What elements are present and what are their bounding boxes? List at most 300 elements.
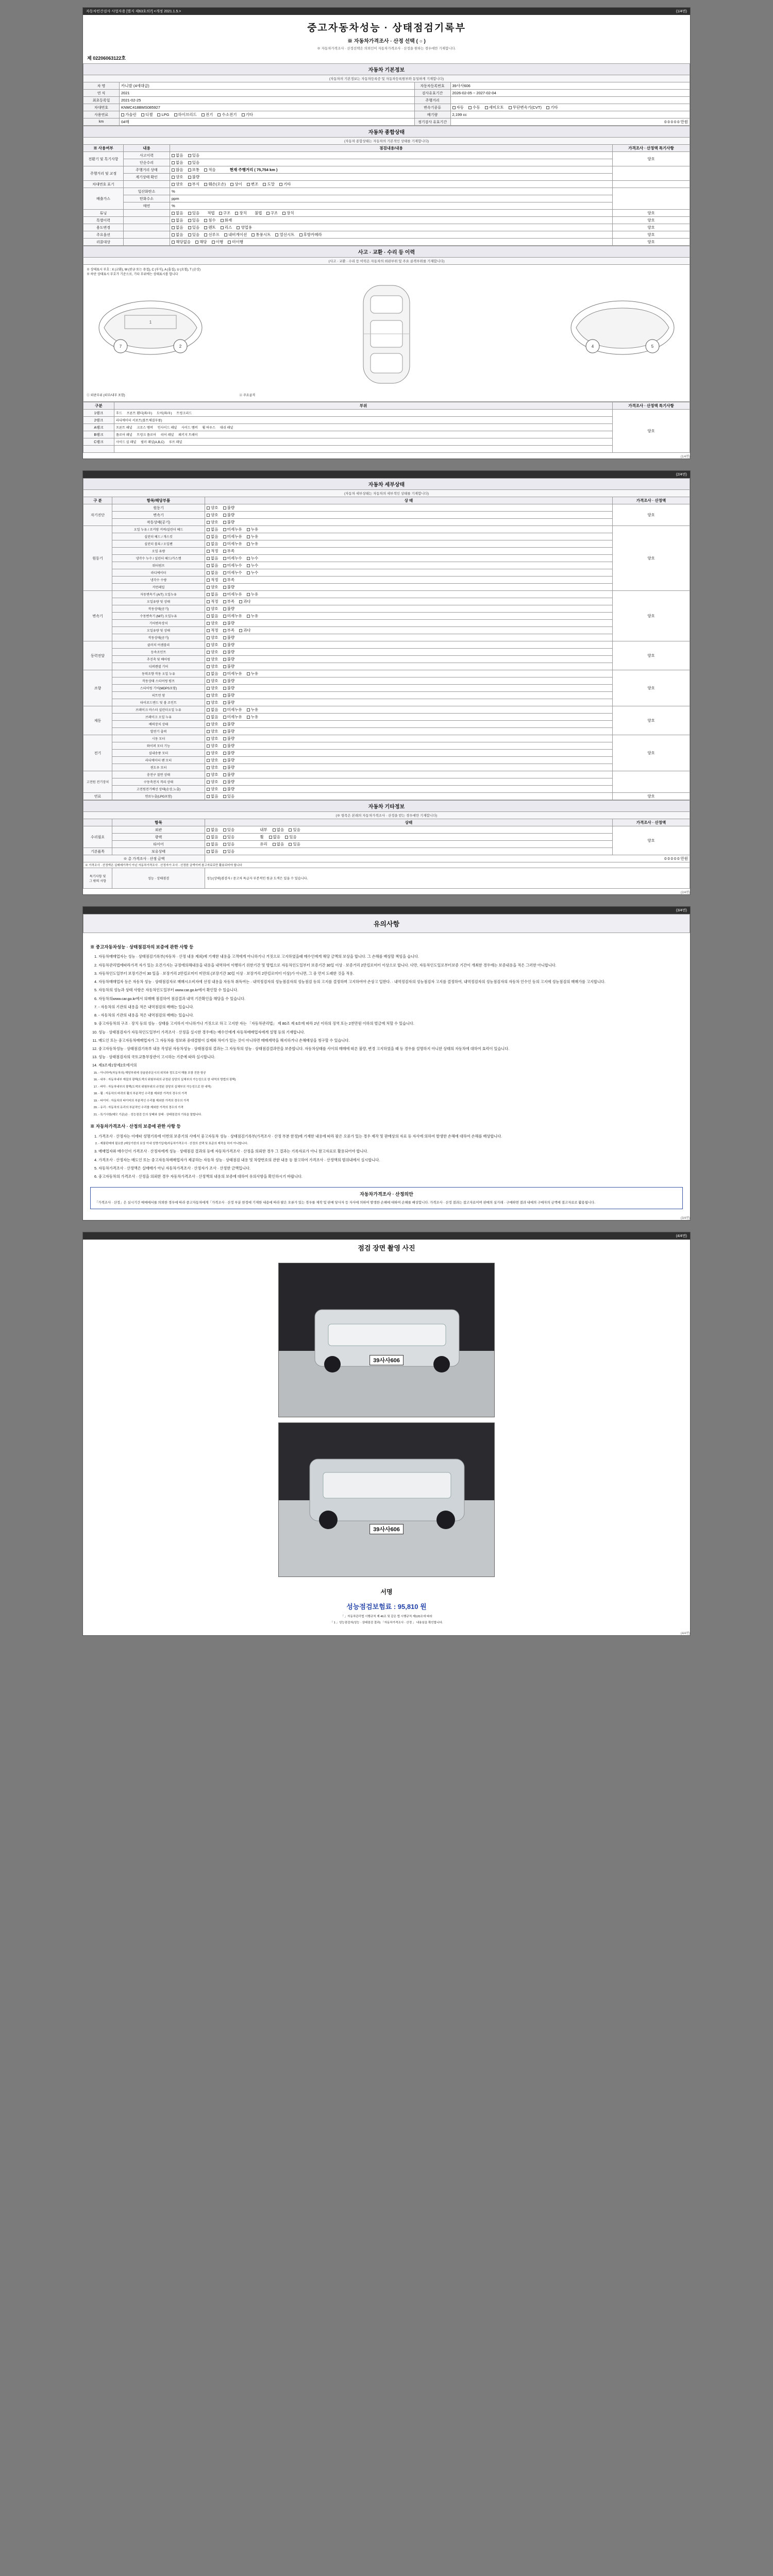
transmission-options: [450, 104, 690, 111]
etc-checkbox[interactable]: 있음: [285, 834, 297, 840]
sheet3-footer-tag: (3/4면): [680, 1216, 690, 1220]
detail-checkbox[interactable]: 불량: [223, 772, 235, 777]
detail-checkbox[interactable]: 양호: [207, 635, 219, 640]
notice-item: 12. 중고자동차성능 · 상태점검기록부 내용 작성된 자동차성능 · 상태점검의 결과는 그 자동차의 성능 · 상태점검결과만을 보증합니다. 자동차상태를 사이의 매매에 따른 불량, 변경 고지하였을 때 등 경우를 설명하지 아니한 상태의 자동차에 대하여 효력이 있습니다.: [98, 1046, 683, 1052]
accident-legend-line-2: ※ 하단 상태표시 부호가 기준으로, 기타 부위에는 상태표시를 합니다: [87, 273, 178, 276]
detail-checkbox[interactable]: 없음: [207, 714, 219, 720]
detail-checkbox[interactable]: 양호: [207, 519, 219, 525]
overall-checkbox[interactable]: 침수: [204, 217, 216, 223]
etc-checkbox[interactable]: 없음: [273, 841, 284, 847]
notice-item: 11. 매도인 또는 중고자동차매매업자가 그 자동차를 정보와 중대결함이 실제와 차이가 있는 것이 아니하면 매매계약을 해지하거나 손해배상을 청구할 수 있습니다.: [98, 1038, 683, 1044]
topbar-right-text: (1/4면): [676, 10, 687, 13]
value-displacement: 2,199 cc: [450, 111, 690, 118]
detail-state-opts: [205, 721, 613, 728]
overall-checkbox[interactable]: 영업용: [237, 225, 252, 230]
detail-checkbox[interactable]: 미세누유: [223, 527, 242, 532]
detail-checkbox[interactable]: 누유: [247, 527, 259, 532]
detail-checkbox[interactable]: 불량: [223, 606, 235, 612]
overall-checkbox[interactable]: 리스: [221, 225, 232, 230]
transmission-option[interactable]: 세미오토: [485, 105, 504, 110]
detail-checkbox[interactable]: 있음: [223, 793, 235, 799]
detail-checkbox[interactable]: 불량: [223, 678, 235, 684]
label-fuel: 사용연료: [83, 111, 120, 118]
detail-checkbox[interactable]: 없음: [207, 793, 219, 799]
detail-checkbox[interactable]: 부족: [223, 548, 235, 554]
detail-item: 자동변속기 (A/T) 오일누유: [112, 591, 205, 598]
detail-item: 수동변속기 (M/T) 오일누유: [112, 613, 205, 620]
overall-checkbox[interactable]: 훼손(오손): [204, 181, 226, 187]
detail-state-opts: [205, 735, 613, 742]
overall-checkbox[interactable]: 있음: [188, 225, 200, 230]
overall-checkbox[interactable]: 있음: [188, 232, 200, 238]
overall-checkbox[interactable]: 통풍시트: [251, 232, 271, 238]
detail-checkbox[interactable]: 양호: [207, 728, 219, 734]
label-inspection-valid: 검사유효기간: [414, 90, 450, 97]
detail-checkbox[interactable]: 없음: [207, 555, 219, 561]
detail-item: 등속조인트: [112, 649, 205, 656]
overall-group-usage: 용도변경: [83, 224, 124, 231]
overall-current-mileage: 현재 주행거리 ( 75,754 km ): [229, 167, 278, 172]
detail-checkbox[interactable]: 없음: [207, 707, 219, 713]
etc-total-label: ※ 총 가격조사 · 산정 금액: [83, 855, 205, 862]
detail-checkbox[interactable]: 양호: [207, 700, 219, 705]
detail-checkbox[interactable]: 부족: [223, 599, 235, 604]
detail-checkbox[interactable]: 불량: [223, 700, 235, 705]
detail-checkbox[interactable]: 불량: [223, 736, 235, 741]
detail-item: 디퍼렌셜 기어: [112, 663, 205, 670]
overall-checkbox[interactable]: 도말: [263, 181, 275, 187]
topbar-left-text: 자동차민간검사 사업자용 [별지 제63호의7] <개정 2021.1.5.>: [86, 10, 181, 13]
detail-state-opts: [205, 699, 613, 706]
accident-rank-a-parts: 프론트 패널 크로스 멤버 인사이드 패널 사이드 멤버 휠 하우스 대쉬 패널: [114, 424, 613, 431]
overall-checkbox[interactable]: 있음: [188, 210, 200, 216]
overall-label-simple-repair: 단순수리: [124, 159, 170, 166]
overall-checkbox[interactable]: 구조: [219, 210, 231, 216]
detail-checkbox[interactable]: 없음: [207, 563, 219, 568]
detail-checkbox[interactable]: 불량: [223, 765, 235, 770]
overall-checkbox[interactable]: 부식: [188, 181, 200, 187]
detail-checkbox[interactable]: 불량: [223, 779, 235, 785]
overall-group-recall: 리콜대상: [83, 239, 124, 246]
detail-checkbox[interactable]: 없음: [207, 671, 219, 676]
overall-checkbox[interactable]: 많음: [172, 167, 183, 173]
etc-checkbox[interactable]: 있음: [289, 827, 300, 833]
detail-checkbox[interactable]: 불량: [223, 519, 235, 525]
notice-item: 3. 자동차인도일부터 보장기간이 30 일을 · 보장거리 2만킬로미터 미만의 (보장기간 30일 이상 · 보장거리 2만킬로미터 이상)가 아니면, 그 중 먼저 도래한 것을 적용.: [98, 971, 683, 977]
etc-checkbox[interactable]: 없음: [207, 841, 219, 847]
detail-checkbox[interactable]: 불량: [223, 692, 235, 698]
svg-text:4: 4: [591, 344, 594, 349]
detail-item: 브레이크 오일 누유: [112, 714, 205, 721]
detail-checkbox[interactable]: 양호: [207, 584, 219, 590]
etc-checkbox[interactable]: 없음: [273, 827, 284, 833]
etc-checkbox[interactable]: 있음: [223, 834, 235, 840]
fuel-option[interactable]: 디젤: [141, 112, 153, 117]
detail-checkbox[interactable]: 양호: [207, 656, 219, 662]
notice-title: 유의사항: [83, 914, 690, 933]
detail-checkbox[interactable]: 누수: [247, 570, 259, 575]
overall-checkbox[interactable]: 해당없음: [172, 239, 191, 245]
detail-checkbox[interactable]: 양호: [207, 765, 219, 770]
detail-checkbox[interactable]: 양호: [207, 678, 219, 684]
transmission-option[interactable]: 기타: [546, 105, 558, 110]
overall-label-co: 일산화탄소: [124, 188, 170, 195]
value-reg-no: 39사사606: [450, 82, 690, 90]
car-side-right-diagram: [561, 280, 684, 376]
svg-text:7: 7: [119, 344, 122, 349]
detail-checkbox[interactable]: 적정: [207, 599, 219, 604]
detail-checkbox[interactable]: 누수: [247, 563, 259, 568]
overall-opts-simple-repair: [170, 159, 613, 166]
etc-checkbox[interactable]: 있음: [289, 841, 300, 847]
overall-subheading: (자동차 종합상태는 자동차의 기본적인 상태를 기재합니다): [83, 138, 690, 145]
accident-subheading: (사고 · 교환 · 수리 등 이력은 자동차의 외판부위 및 주요 골격부위를 기재합니다): [83, 258, 690, 265]
detail-item: 워터펌프: [112, 562, 205, 569]
detail-checkbox[interactable]: 양호: [207, 779, 219, 785]
detail-price-fuel: 양호: [613, 793, 690, 800]
sheet4-footer-tag: (4/4면): [680, 1632, 690, 1635]
accident-parts-table: [83, 402, 690, 453]
detail-checkbox[interactable]: 미세누유: [223, 613, 242, 619]
etc-opts-exterior: [205, 826, 613, 834]
document-subtitle: ※ 자동차가격조사 · 산정 선택 ( ○ ): [347, 39, 426, 44]
detail-checkbox[interactable]: 양호: [207, 606, 219, 612]
overall-checkbox[interactable]: 구조: [266, 210, 278, 216]
overall-opts-tuning: [170, 210, 613, 217]
topbar-2: [83, 471, 690, 478]
overall-label-mileage-state: 주행거리 상태: [124, 166, 170, 174]
detail-item: 배력장치 상태: [112, 721, 205, 728]
accident-outer-label: ① 외판부위 (외부/내부 포함): [87, 394, 125, 397]
detail-checkbox[interactable]: 적정: [207, 548, 219, 554]
detail-checkbox[interactable]: 불량: [223, 728, 235, 734]
overall-checkbox[interactable]: 있음: [188, 160, 200, 165]
detail-state-opts: [205, 555, 613, 562]
detail-checkbox[interactable]: 양호: [207, 757, 219, 763]
detail-checkbox[interactable]: 불량: [223, 786, 235, 792]
detail-state-opts: [205, 620, 613, 627]
detail-item: 작동상태(공기): [112, 519, 205, 526]
detail-checkbox[interactable]: 누유: [247, 613, 259, 619]
etc-checkbox[interactable]: 있음: [223, 849, 235, 854]
detail-checkbox[interactable]: 불량: [223, 642, 235, 648]
detail-checkbox[interactable]: 없음: [207, 591, 219, 597]
detail-checkbox[interactable]: 불량: [223, 620, 235, 626]
overall-checkbox[interactable]: 선루프: [204, 232, 220, 238]
document-title: 중고자동차성능 · 상태점검기록부: [307, 23, 466, 33]
photo-rear-illustration: [279, 1423, 495, 1577]
detail-checkbox[interactable]: 양호: [207, 721, 219, 727]
overall-opts-recall: [170, 239, 613, 246]
detail-group-transmission: 변속기: [83, 591, 112, 641]
etc-checkbox[interactable]: 없음: [207, 827, 219, 833]
fuel-option[interactable]: LPG: [157, 112, 169, 117]
detail-checkbox[interactable]: 양호: [207, 620, 219, 626]
detail-state-opts: [205, 591, 613, 598]
detail-checkbox[interactable]: 양호: [207, 736, 219, 741]
overall-checkbox[interactable]: 기타: [279, 181, 291, 187]
overall-checkbox[interactable]: 장치: [235, 210, 247, 216]
overall-checkbox[interactable]: 없음: [172, 225, 183, 230]
detail-item: 오일유량 및 상태: [112, 598, 205, 605]
detail-checkbox[interactable]: 불량: [223, 635, 235, 640]
etc-item-tire: 타이어: [112, 841, 205, 848]
detail-checkbox[interactable]: 양호: [207, 772, 219, 777]
overall-checkbox[interactable]: 장치: [282, 210, 294, 216]
overall-label-recall: [124, 239, 170, 246]
license-plate: 39사사606: [369, 1524, 404, 1534]
detail-checkbox[interactable]: 누유: [247, 714, 259, 720]
overall-label-special: [124, 217, 170, 224]
detail-checkbox[interactable]: 양호: [207, 692, 219, 698]
detail-checkbox[interactable]: 불량: [223, 757, 235, 763]
detail-checkbox[interactable]: 누유: [247, 671, 259, 676]
car-side-left-diagram: [89, 280, 212, 376]
detail-item: 브레이크 마스터 실린더오일 누유: [112, 706, 205, 714]
etc-checkbox[interactable]: 없음: [269, 834, 281, 840]
value-mileage: [450, 97, 690, 104]
overall-label-options: [124, 231, 170, 239]
sheet-2: [82, 470, 691, 895]
detail-state-opts: [205, 706, 613, 714]
overall-col-price: 가격조사 · 산정액 특기사항: [613, 145, 690, 152]
overall-checkbox[interactable]: 없음: [172, 152, 183, 158]
etc-subheading: (※ 항목은 본래의 자동차가격조사 · 산정을 받는 경우에만 기재합니다): [83, 812, 690, 819]
price-survey-guide-body: 「가격조사 · 산정」은 실시기간 매매에서를 의뢰한 경우에 따라 중고자동차에게「가격조사 · 산정 부분 한정에 기재한 내용에 따라 팔은 오류가 있는 경우를 제작 및 판매 당사자 등 자사에 의하여 발생한 손해에 대하여 손해를 배상합니다. 가격조사 · 산정 결과는 참고자료이며 판매의 실거래 · 구매하면 결과 내에의 구매자의 금액에 결고자료로 활용됩니다.: [95, 1200, 595, 1205]
overall-group-special: 특별이력: [83, 217, 124, 224]
etc-checkbox[interactable]: 있음: [223, 827, 235, 833]
detail-checkbox[interactable]: 양호: [207, 664, 219, 669]
detail-checkbox[interactable]: 없음: [207, 613, 219, 619]
transmission-option[interactable]: 수동: [468, 105, 480, 110]
car-top-diagram: [348, 280, 425, 388]
detail-checkbox[interactable]: 미세누유: [223, 534, 242, 539]
detail-checkbox[interactable]: 양호: [207, 786, 219, 792]
overall-checkbox[interactable]: 보통: [188, 167, 200, 173]
photos-grid: [83, 1256, 690, 1584]
overall-checkbox[interactable]: 렌트: [204, 225, 216, 230]
etc-item-polish: 광택: [112, 834, 205, 841]
detail-price-transmission: 양호: [613, 591, 690, 641]
detail-checkbox[interactable]: 불량: [223, 505, 235, 511]
topbar-4-right: (4/4면): [676, 1234, 687, 1238]
detail-checkbox[interactable]: 적정: [207, 577, 219, 583]
overall-checkbox[interactable]: 화재: [221, 217, 232, 223]
detail-checkbox[interactable]: 누유: [247, 591, 259, 597]
label-vin: 차대번호: [83, 104, 120, 111]
label-car-name: 차 명: [83, 82, 120, 90]
overall-group-tuning: 튜닝: [83, 210, 124, 217]
etc-checkbox[interactable]: 있음: [223, 841, 235, 847]
detail-state-opts: [205, 750, 613, 757]
overall-price-2: [613, 166, 690, 181]
notice-item: 3. 매매업자와 매수인이 가격조사 · 산정자에게 성능 · 상태점검 결과의 등에 자동차가격조사 · 산정을 의뢰한 경우 그 결과는 기록자료가 아니 참고자료로 활용되어야 합니다.: [98, 1148, 683, 1155]
overall-group-mileage: 주행거리 및 교정: [83, 166, 124, 181]
notice-item: 8. - 자동차의 기관의 내용을 적은 내역점검의 매매는 있습니다.: [98, 1012, 683, 1019]
overall-checkbox[interactable]: 없음: [172, 232, 183, 238]
detail-state-opts: [205, 742, 613, 750]
detail-checkbox[interactable]: 불량: [223, 664, 235, 669]
etc-checkbox[interactable]: 없음: [207, 849, 219, 854]
detail-checkbox[interactable]: 누유: [247, 707, 259, 713]
detail-state-opts: [205, 613, 613, 620]
detail-state-opts: [205, 793, 613, 800]
fuel-option[interactable]: 수소전기: [217, 112, 237, 117]
detail-checkbox[interactable]: 불량: [223, 512, 235, 518]
overall-checkbox[interactable]: 양호: [172, 174, 183, 180]
fuel-option[interactable]: 하이브리드: [174, 112, 197, 117]
detail-checkbox[interactable]: 양호: [207, 685, 219, 691]
car-diagram-area: [87, 277, 686, 392]
detail-checkbox[interactable]: 미세누수: [223, 555, 242, 561]
accident-col-parts: 부위: [114, 402, 613, 410]
detail-item: 작동상태(공기): [112, 634, 205, 641]
overall-opts-usage: [170, 224, 613, 231]
value-car-name: 카니발 (4세대급): [120, 82, 415, 90]
etc-heading: 자동차 기타정보: [83, 801, 690, 812]
topbar-3-right: (3/4면): [676, 909, 687, 912]
svg-text:2: 2: [179, 344, 182, 349]
basic-info-table: [83, 63, 690, 126]
transmission-option[interactable]: 자동: [452, 105, 464, 110]
overall-price-8: 양호: [613, 231, 690, 239]
detail-checkbox[interactable]: 미세누유: [223, 541, 242, 547]
detail-checkbox[interactable]: 없음: [207, 527, 219, 532]
accident-rank-blank-parts: [114, 446, 613, 453]
fuel-option[interactable]: 기타: [242, 112, 254, 117]
overall-checkbox[interactable]: 내비게이션: [224, 232, 247, 238]
accident-rank-2-parts: 라디에이터 서포트(볼트체결부품): [114, 417, 613, 424]
notice-item: 6. 중고자동차의 가격조사 · 산정을 의뢰한 경우 자동차가격조사 · 산정액의 내용의 보증에 대하여 유의사항을 확인하시기 바랍니다.: [98, 1174, 683, 1180]
detail-checkbox[interactable]: 과다: [239, 599, 251, 604]
detail-checkbox[interactable]: 미세누유: [223, 591, 242, 597]
detail-col-item: 항목/해당부품: [112, 497, 205, 504]
etc-info-table: [83, 800, 690, 889]
detail-price-engine: 양호: [613, 526, 690, 591]
notice-item: 5. 자동차의 성능과 상태 사항은 자동차인도일부터 www.car.go.kr에서 확인할 수 있습니다.: [98, 987, 683, 993]
notice-item: 6. 자동차의www.car.go.kr에서 의매매 점검하여 점검결과 내역 기간확인을 해당을 수 있습니다.: [98, 996, 683, 1002]
accident-price-cell: 양호: [613, 410, 690, 453]
overall-checkbox[interactable]: 있음: [188, 152, 200, 158]
detail-state-table: [83, 478, 690, 800]
etc-item-basic-state: 보유상태: [112, 848, 205, 855]
overall-checkbox[interactable]: 미이행: [228, 239, 243, 245]
detail-checkbox[interactable]: 미세누유: [223, 707, 242, 713]
fuel-option[interactable]: 가솔린: [121, 112, 137, 117]
overall-checkbox[interactable]: 없음: [172, 210, 183, 216]
detail-checkbox[interactable]: 없음: [207, 534, 219, 539]
overall-checkbox[interactable]: 있음: [188, 217, 200, 223]
detail-checkbox[interactable]: 양호: [207, 505, 219, 511]
overall-checkbox[interactable]: 이행: [212, 239, 224, 245]
detail-checkbox[interactable]: 양호: [207, 750, 219, 756]
detail-checkbox[interactable]: 불량: [223, 685, 235, 691]
topbar-1: [83, 8, 690, 15]
detail-checkbox[interactable]: 양호: [207, 642, 219, 648]
etc-price-cell: 양호: [613, 826, 690, 855]
overall-checkbox[interactable]: 양호: [172, 181, 183, 187]
label-first-reg: 최초등록일: [83, 97, 120, 104]
detail-checkbox[interactable]: 없음: [207, 541, 219, 547]
accident-rank-1-parts: 후드 프론트 휀더(좌/우) 도어(좌/우) 트렁크리드: [114, 410, 613, 417]
detail-state-opts: [205, 512, 613, 519]
detail-state-opts: [205, 634, 613, 641]
overall-checkbox[interactable]: 없음: [172, 217, 183, 223]
detail-checkbox[interactable]: 미세누유: [223, 671, 242, 676]
overall-checkbox[interactable]: 변조: [247, 181, 259, 187]
detail-checkbox[interactable]: 적정: [207, 628, 219, 633]
overall-checkbox[interactable]: 없음: [172, 160, 183, 165]
detail-checkbox[interactable]: 누유: [247, 534, 259, 539]
overall-checkbox[interactable]: 후방카메라: [299, 232, 322, 238]
transmission-option[interactable]: 무단변속기(CVT): [509, 105, 542, 110]
detail-checkbox[interactable]: 불량: [223, 656, 235, 662]
overall-value-hc: ppm: [170, 195, 613, 202]
detail-item: 와이퍼 모터 기능: [112, 742, 205, 750]
overall-opts-options: [170, 231, 613, 239]
detail-checkbox[interactable]: 불량: [223, 584, 235, 590]
overall-checkbox[interactable]: 불량: [188, 174, 200, 180]
detail-checkbox[interactable]: 미세누유: [223, 714, 242, 720]
detail-checkbox[interactable]: 누수: [247, 555, 259, 561]
overall-checkbox[interactable]: 적음: [204, 167, 216, 173]
photo-front-illustration: [279, 1263, 495, 1417]
detail-checkbox[interactable]: 과다: [239, 628, 251, 633]
document-title-note: ※ 자동차가격조사 · 산정선택은 의뢰인이 자동차가격조사 · 산정을 원하는 경우에만 기재합니다.: [317, 47, 456, 50]
fuel-options: [120, 111, 415, 118]
overall-heading: 자동차 종합상태: [83, 126, 690, 138]
detail-checkbox[interactable]: 누유: [247, 541, 259, 547]
etc-item-wheel: 휠: [260, 835, 264, 839]
detail-checkbox[interactable]: 미세누수: [223, 563, 242, 568]
fuel-option[interactable]: 전기: [201, 112, 213, 117]
notice-heading-1: ※ 중고자동차성능 · 상태점검자의 보증에 관한 사항 등: [90, 944, 194, 950]
notice-body: [83, 933, 690, 1214]
detail-item: 피트먼 암: [112, 692, 205, 699]
overall-group-emission: 배출가스: [83, 188, 124, 210]
overall-checkbox[interactable]: 상이: [230, 181, 242, 187]
detail-checkbox[interactable]: 불량: [223, 721, 235, 727]
detail-checkbox[interactable]: 양호: [207, 743, 219, 749]
etc-checkbox[interactable]: 없음: [207, 834, 219, 840]
etc-opts-basic: [205, 848, 613, 855]
detail-checkbox[interactable]: 불량: [223, 750, 235, 756]
overall-opts-accident: [170, 152, 613, 159]
detail-group-fuel: 연료: [83, 793, 112, 800]
overall-checkbox[interactable]: 열선시트: [275, 232, 294, 238]
etc-col-group: [83, 819, 112, 826]
detail-checkbox[interactable]: 없음: [207, 570, 219, 575]
detail-checkbox[interactable]: 미세누수: [223, 570, 242, 575]
detail-checkbox[interactable]: 부족: [223, 628, 235, 633]
value-model-year: 2021: [120, 90, 415, 97]
detail-checkbox[interactable]: 불량: [223, 743, 235, 749]
etc-group-repair: 수리필요: [83, 826, 112, 848]
detail-checkbox[interactable]: 양호: [207, 512, 219, 518]
topbar-3: [83, 907, 690, 914]
overall-checkbox[interactable]: 해당: [195, 239, 207, 245]
overall-label-usage: [124, 224, 170, 231]
detail-state-opts: [205, 663, 613, 670]
detail-checkbox[interactable]: 불량: [223, 649, 235, 655]
inspection-photo-front: [278, 1263, 495, 1417]
etc-total-note: ※ 가격조사 · 산정액은 실매매가격이 아닌 자동차가격조사 · 산정자가 조사 · 산정한 금액이며 참고자료로만 활용되어야 합니다: [83, 862, 690, 868]
overall-group-options: 주요옵션: [83, 231, 124, 239]
detail-checkbox[interactable]: 부족: [223, 577, 235, 583]
detail-checkbox[interactable]: 양호: [207, 649, 219, 655]
accident-diagram-box: [83, 265, 690, 402]
sheet2-footer-tag: (2/4면): [680, 891, 690, 894]
